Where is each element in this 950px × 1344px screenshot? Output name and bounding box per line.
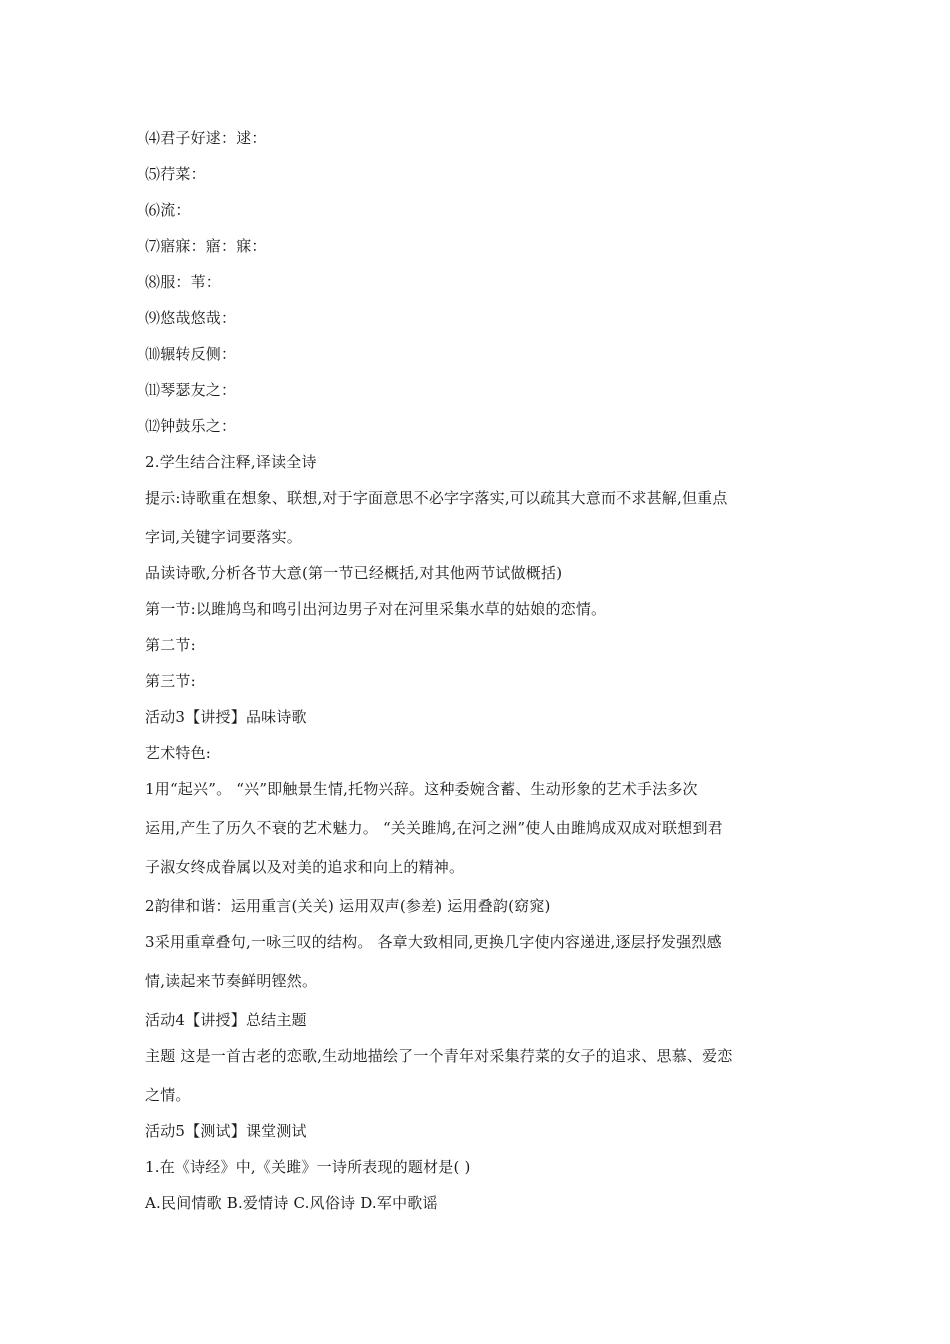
analysis-prompt: 品读诗歌,分析各节大意(第一节已经概括,对其他两节试做概括) xyxy=(145,564,563,582)
annotation-item-12: ⑿钟鼓乐之： xyxy=(145,417,237,435)
feature-1-line-3: 子淑女终成眷属以及对美的追求和向上的精神。 xyxy=(145,858,465,876)
quiz-question-1: 1.在《诗经》中,《关雎》一诗所表现的题材是( ) xyxy=(145,1158,471,1176)
activity-5-heading: 活动5【测试】课堂测试 xyxy=(145,1122,307,1140)
art-features-label: 艺术特色: xyxy=(145,744,212,762)
activity-4-heading: 活动4【讲授】总结主题 xyxy=(145,1011,307,1029)
hint-paragraph-line-2: 字词,关键字词要落实。 xyxy=(145,528,302,546)
annotation-item-4: ⑷君子好逑：逑： xyxy=(145,129,267,147)
quiz-options-1: A.民间情歌 B.爱情诗 C.风俗诗 D.军中歌谣 xyxy=(145,1194,438,1212)
feature-2: 2韵律和谐：运用重言(关关) 运用双声(参差) 运用叠韵(窈窕) xyxy=(145,897,551,915)
feature-3-line-1: 3采用重章叠句,一咏三叹的结构。 各章大致相同,更换几字使内容递进,逐层抒发强烈感 xyxy=(145,933,722,951)
theme-line-1: 主题 这是一首古老的恋歌,生动地描绘了一个青年对采集荇菜的女子的追求、思慕、爱恋 xyxy=(145,1047,733,1065)
annotation-item-10: ⑽辗转反侧： xyxy=(145,345,237,363)
theme-line-2: 之情。 xyxy=(145,1086,191,1104)
annotation-item-5: ⑸荇菜： xyxy=(145,165,206,183)
annotation-item-8: ⑻服：苇： xyxy=(145,273,222,291)
feature-1-line-1: 1用“起兴”。 “兴”即触景生情,托物兴辞。这种委婉含蓄、生动形象的艺术手法多次 xyxy=(145,780,698,798)
activity-3-heading: 活动3【讲授】品味诗歌 xyxy=(145,708,307,726)
feature-3-line-2: 情,读起来节奏鲜明铿然。 xyxy=(145,972,318,990)
step-heading: 2.学生结合注释,译读全诗 xyxy=(145,453,317,471)
hint-paragraph-line-1: 提示:诗歌重在想象、联想,对于字面意思不必字字落实,可以疏其大意而不求甚解,但重点 xyxy=(145,489,728,507)
feature-1-line-2: 运用,产生了历久不衰的艺术魅力。 “关关雎鸠,在河之洲”使人由雎鸠成双成对联想到君 xyxy=(145,819,723,837)
annotation-item-11: ⑾琴瑟友之： xyxy=(145,381,237,399)
annotation-item-6: ⑹流： xyxy=(145,201,191,219)
annotation-item-9: ⑼悠哉悠哉： xyxy=(145,309,237,327)
section-one-summary: 第一节:以雎鸠鸟和鸣引出河边男子对在河里采集水草的姑娘的恋情。 xyxy=(145,600,607,618)
annotation-item-7: ⑺寤寐：寤：寐： xyxy=(145,237,267,255)
section-two-summary: 第二节: xyxy=(145,636,196,654)
section-three-summary: 第三节: xyxy=(145,672,196,690)
